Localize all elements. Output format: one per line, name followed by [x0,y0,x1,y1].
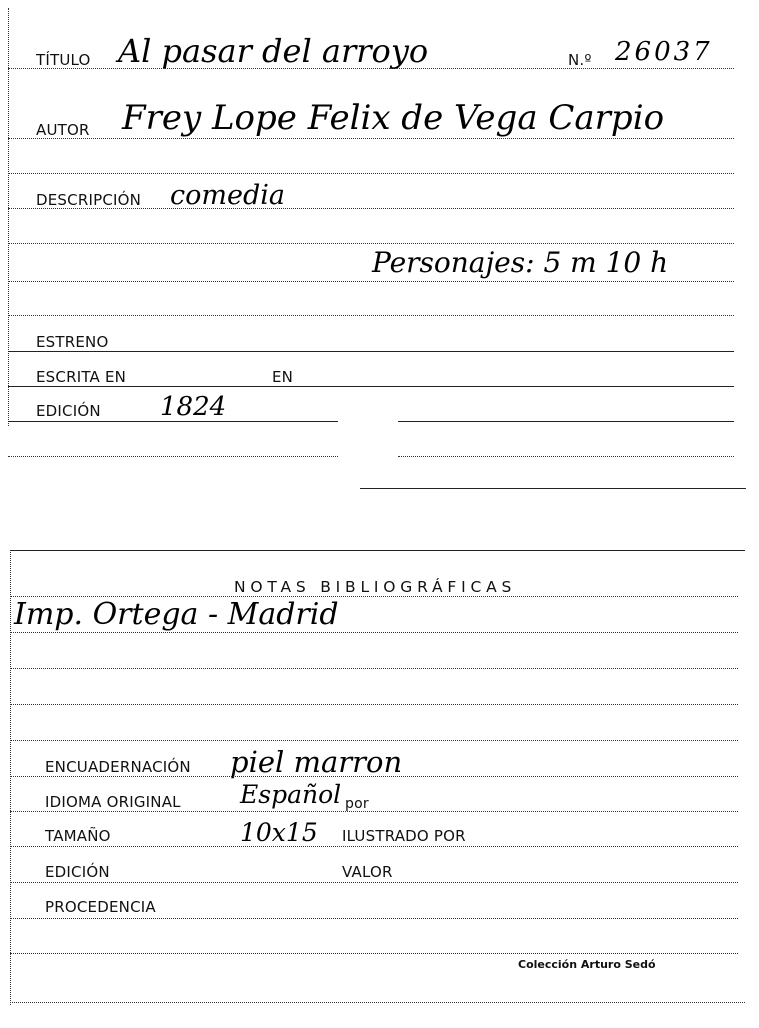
rule [398,421,734,422]
estreno-label: ESTRENO [36,333,109,351]
rule [8,421,338,422]
notas-value: Imp. Ortega - Madrid [14,597,339,632]
rule [8,281,734,282]
rule [10,704,738,705]
numero-value: 26037 [615,37,713,67]
en-label: EN [272,368,294,386]
procedencia-label: PROCEDENCIA [45,898,156,916]
rule [8,208,734,209]
descripcion-value: comedia [170,180,285,211]
rule [10,1002,745,1003]
tamano-label: TAMAÑO [45,827,111,845]
card-top-edge [10,550,745,551]
notas-heading: NOTAS BIBLIOGRÁFICAS [234,578,517,596]
escrita-en-label: ESCRITA EN [36,368,127,386]
por-label: por [345,796,369,812]
encuadernacion-label: ENCUADERNACIÓN [45,758,191,776]
autor-label: AUTOR [36,121,90,139]
numero-label: N.º [568,51,592,69]
card-edge [360,488,746,489]
rule [8,386,734,387]
titulo-label: TÍTULO [36,51,91,69]
rule [8,456,338,457]
edicion2-label: EDICIÓN [45,863,110,881]
autor-value: Frey Lope Felix de Vega Carpio [122,98,665,138]
encuadernacion-value: piel marron [230,745,403,779]
titulo-value: Al pasar del arroyo [118,32,429,70]
ilustrado-label: ILUSTRADO POR [342,827,466,845]
rule [8,351,734,352]
rule [10,632,738,633]
rule [8,315,734,316]
rule [10,740,738,741]
footer-collection: Colección Arturo Sedó [518,958,656,971]
rule [8,138,734,139]
bottom-card-left-border [10,550,11,1005]
rule [10,953,738,954]
rule [8,68,734,69]
rule [398,456,734,457]
personajes-value: Personajes: 5 m 10 h [372,246,669,279]
rule [8,243,734,244]
rule [10,882,738,883]
descripcion-label: DESCRIPCIÓN [36,191,142,209]
tamano-value: 10x15 [240,818,318,847]
rule [10,668,738,669]
idioma-value: Español [240,780,342,809]
edicion-value: 1824 [160,392,227,422]
valor-label: VALOR [342,863,393,881]
top-card-left-border [8,8,9,426]
rule [10,918,738,919]
edicion-label: EDICIÓN [36,402,101,420]
rule [10,846,738,847]
rule [10,811,738,812]
rule [10,776,738,777]
idioma-label: IDIOMA ORIGINAL [45,793,181,811]
rule [8,173,734,174]
